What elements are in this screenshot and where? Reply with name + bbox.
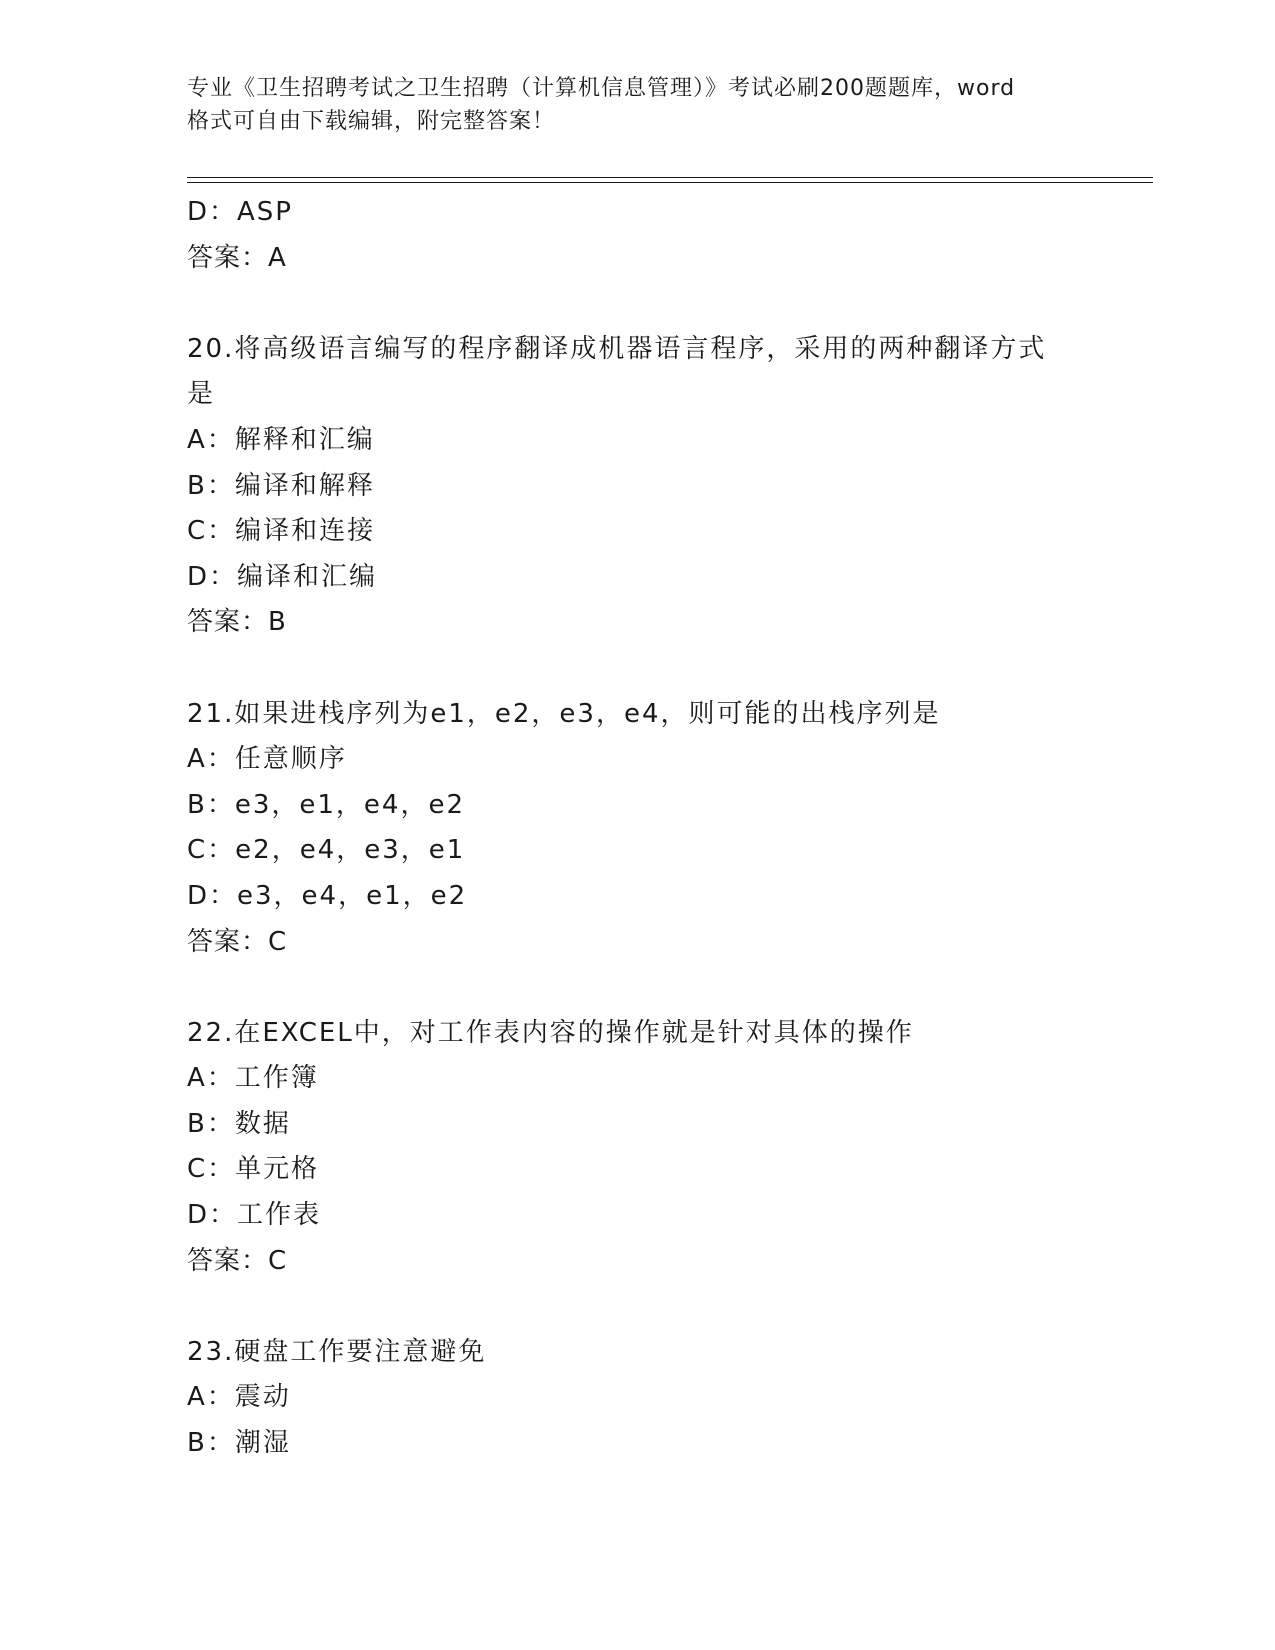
question-23 [187,1330,1087,1467]
answer-line: 答案：A [187,242,287,273]
question-20 [187,327,1087,646]
option-b: B：编译和解释 [187,470,375,501]
option-b: B：e3，e1，e4，e2 [187,789,465,820]
document-header [187,72,1087,138]
option-a: A：震动 [187,1382,291,1413]
header-divider-top [187,177,1153,178]
answer-line: 答案：B [187,607,287,638]
option-a: A：任意顺序 [187,744,347,775]
question-gap [187,646,1087,692]
option-a: A：解释和汇编 [187,424,375,455]
option-a: A：工作簿 [187,1063,319,1094]
option-b: B：数据 [187,1108,291,1139]
answer-line: 答案：C [187,926,288,957]
question-21 [187,692,1087,966]
question-stem: 23.硬盘工作要注意避免 [187,1336,487,1367]
question-gap [187,1284,1087,1330]
option-d: D：编译和汇编 [187,561,378,592]
option-c: C：编译和连接 [187,516,376,547]
option-c: C：e2，e4，e3，e1 [187,835,466,866]
option-d: D：e3，e4，e1，e2 [187,880,468,911]
previous-question-tail [187,190,1087,281]
question-list [187,190,1087,1467]
header-title-line-1: 专业《卫生招聘考试之卫生招聘（计算机信息管理）》考试必刷200题题库，word [187,76,1016,101]
question-22 [187,1011,1087,1285]
option-d: D：ASP [187,197,293,227]
question-stem: 22.在EXCEL中，对工作表内容的操作就是针对具体的操作 [187,1017,914,1048]
question-stem-continued: 是 [187,379,216,410]
question-stem: 20.将高级语言编写的程序翻译成机器语言程序，采用的两种翻译方式 [187,333,1047,364]
option-c: C：单元格 [187,1154,320,1185]
question-gap [187,965,1087,1011]
header-title-line-2: 格式可自由下载编辑，附完整答案！ [187,109,556,134]
question-stem: 21.如果进栈序列为e1，e2，e3，e4，则可能的出栈序列是 [187,698,941,729]
answer-line: 答案：C [187,1245,288,1276]
header-divider-bottom [187,182,1153,183]
option-b: B：潮湿 [187,1428,291,1459]
option-d: D：工作表 [187,1200,322,1231]
question-gap [187,281,1087,327]
